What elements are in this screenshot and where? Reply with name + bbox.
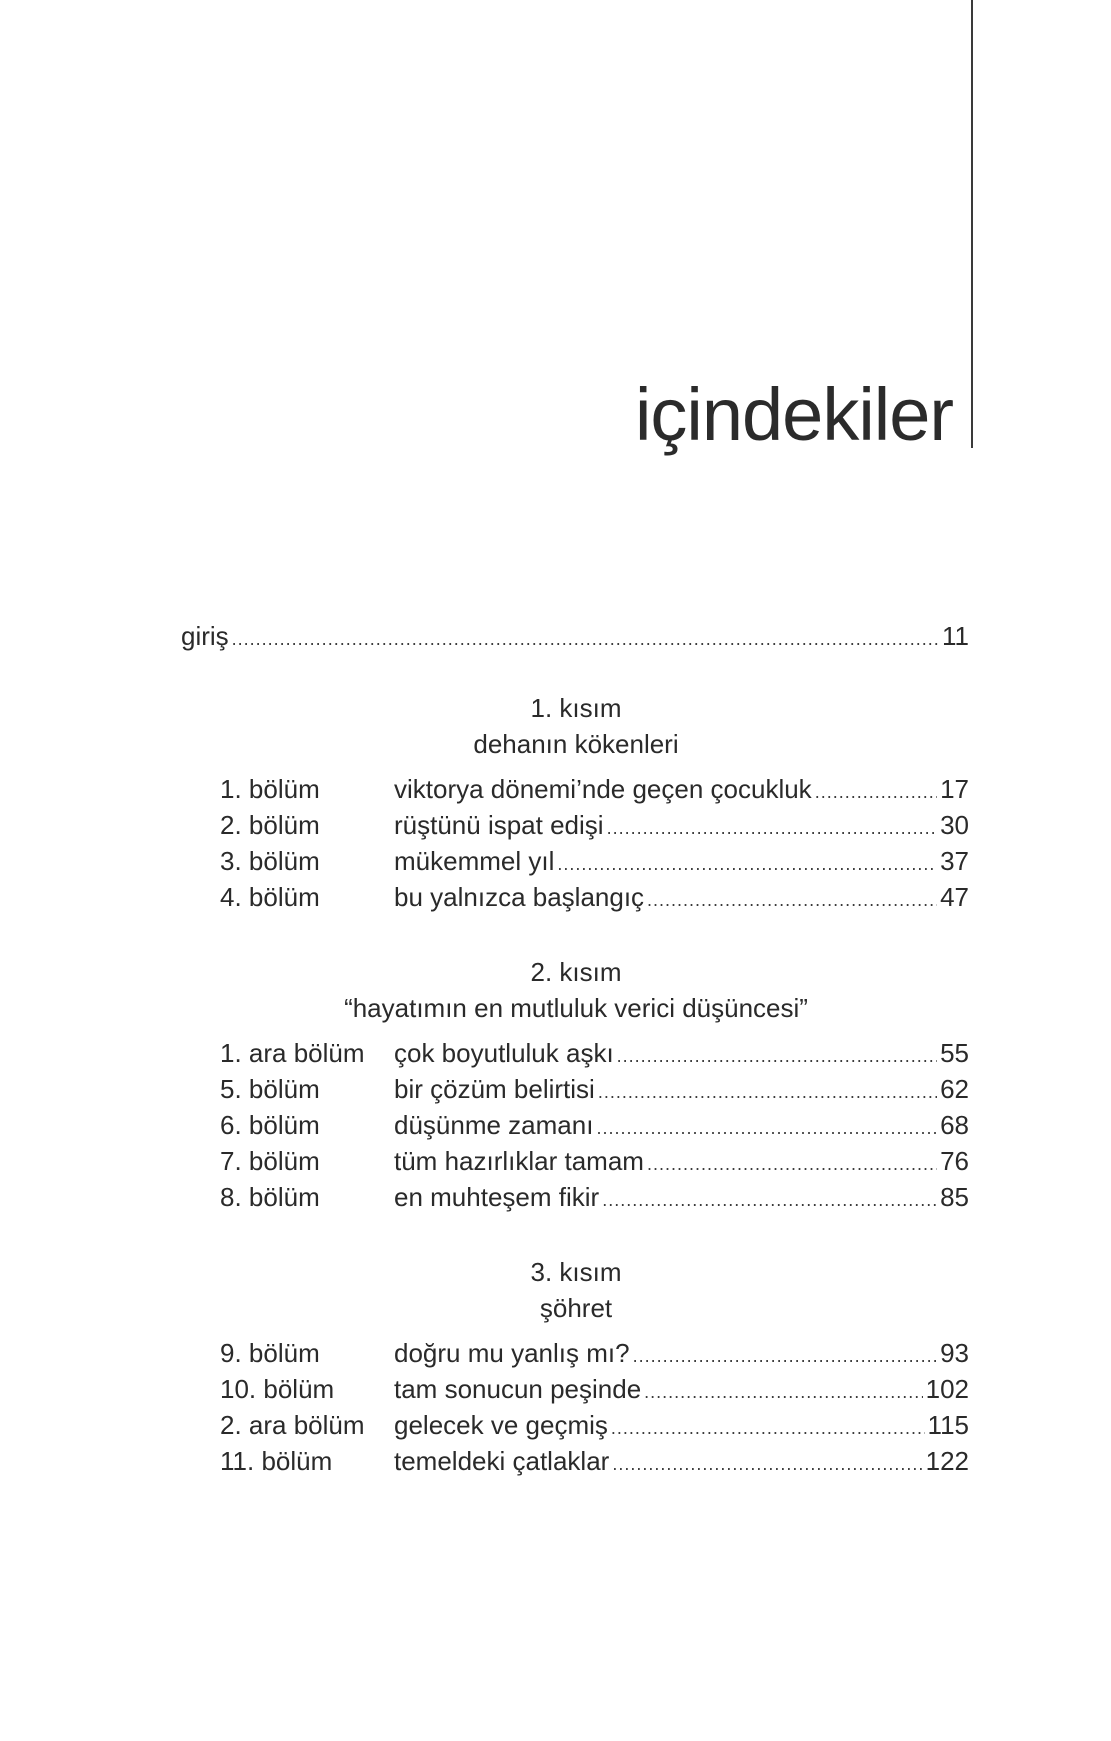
entry-title: viktorya dönemi’nde geçen çocukluk [394,774,812,804]
toc-entry[interactable] [0,1371,1111,1407]
part-name: “hayatımın en mutluluk verici düşüncesi” [344,993,808,1023]
entry-page: 122 [925,1446,969,1476]
dot-leader [617,1038,937,1074]
entry-page: 93 [940,1338,969,1368]
chapter-number: 1. ara bölüm [220,1038,365,1068]
entry-title: gelecek ve geçmiş [394,1410,608,1440]
entry-title: en muhteşem fikir [394,1182,600,1212]
entry-page: 85 [940,1182,969,1212]
part-label: 2. kısım [530,957,622,987]
entry-page: 102 [925,1374,969,1404]
dot-leader [598,1074,937,1110]
dot-leader [647,882,937,918]
entry-page: 115 [927,1410,969,1440]
chapter-number: 8. bölüm [220,1182,320,1212]
chapter-number: 10. bölüm [220,1374,335,1404]
entry-page: 47 [940,882,969,912]
page-title: içindekiler [634,373,953,456]
entry-title: doğru mu yanlış mı? [394,1338,630,1368]
toc-entry[interactable] [0,807,1111,843]
chapter-number: 2. bölüm [220,810,320,840]
chapter-number: 11. bölüm [220,1446,333,1476]
toc-entry[interactable] [0,1107,1111,1143]
part-label: 1. kısım [530,693,622,723]
dot-leader [232,621,939,657]
entry-title: temeldeki çatlaklar [394,1446,610,1476]
dot-leader [607,810,938,846]
dot-leader [612,1446,922,1482]
toc-entry[interactable] [0,1335,1111,1371]
entry-title: tüm hazırlıklar tamam [394,1146,644,1176]
chapter-number: 6. bölüm [220,1110,320,1140]
toc-entry[interactable] [0,879,1111,915]
toc-entry[interactable] [0,1143,1111,1179]
dot-leader [596,1110,937,1146]
entry-title: çok boyutluluk aşkı [394,1038,614,1068]
dot-leader [647,1146,937,1182]
dot-leader [633,1338,938,1374]
entry-page: 17 [940,774,969,804]
toc-entry[interactable] [0,1443,1111,1479]
entry-title: tam sonucun peşinde [394,1374,642,1404]
entry-title: bir çözüm belirtisi [394,1074,595,1104]
entry-title: rüştünü ispat edişi [394,810,604,840]
entry-page: 68 [940,1110,969,1140]
toc-entry[interactable] [0,1407,1111,1443]
chapter-number: 5. bölüm [220,1074,320,1104]
toc-entry[interactable] [0,1035,1111,1071]
entry-page: 11 [942,621,969,651]
entry-page: 62 [940,1074,969,1104]
entry-title: düşünme zamanı [394,1110,594,1140]
entry-page: 55 [940,1038,969,1068]
chapter-number: 4. bölüm [220,882,320,912]
entry-title: bu yalnızca başlangıç [394,882,645,912]
entry-title: giriş [181,621,229,651]
chapter-number: 2. ara bölüm [220,1410,365,1440]
toc-entry[interactable] [0,843,1111,879]
chapter-number: 9. bölüm [220,1338,320,1368]
chapter-number: 7. bölüm [220,1146,320,1176]
part-name: şöhret [539,1293,613,1323]
toc-entry[interactable] [0,1179,1111,1215]
chapter-number: 3. bölüm [220,846,320,876]
toc-entry[interactable] [0,1071,1111,1107]
entry-title: mükemmel yıl [394,846,555,876]
dot-leader [611,1410,925,1446]
dot-leader [557,846,937,882]
dot-leader [815,774,937,810]
part-label: 3. kısım [530,1257,622,1287]
entry-page: 30 [940,810,969,840]
entry-page: 37 [940,846,969,876]
entry-page: 76 [940,1146,969,1176]
toc-entry-intro[interactable] [0,618,1111,654]
dot-leader [644,1374,922,1410]
dot-leader [602,1182,937,1218]
toc-entry[interactable] [0,771,1111,807]
chapter-number: 1. bölüm [220,774,320,804]
vertical-rule [971,0,973,448]
part-name: dehanın kökenleri [473,729,679,759]
